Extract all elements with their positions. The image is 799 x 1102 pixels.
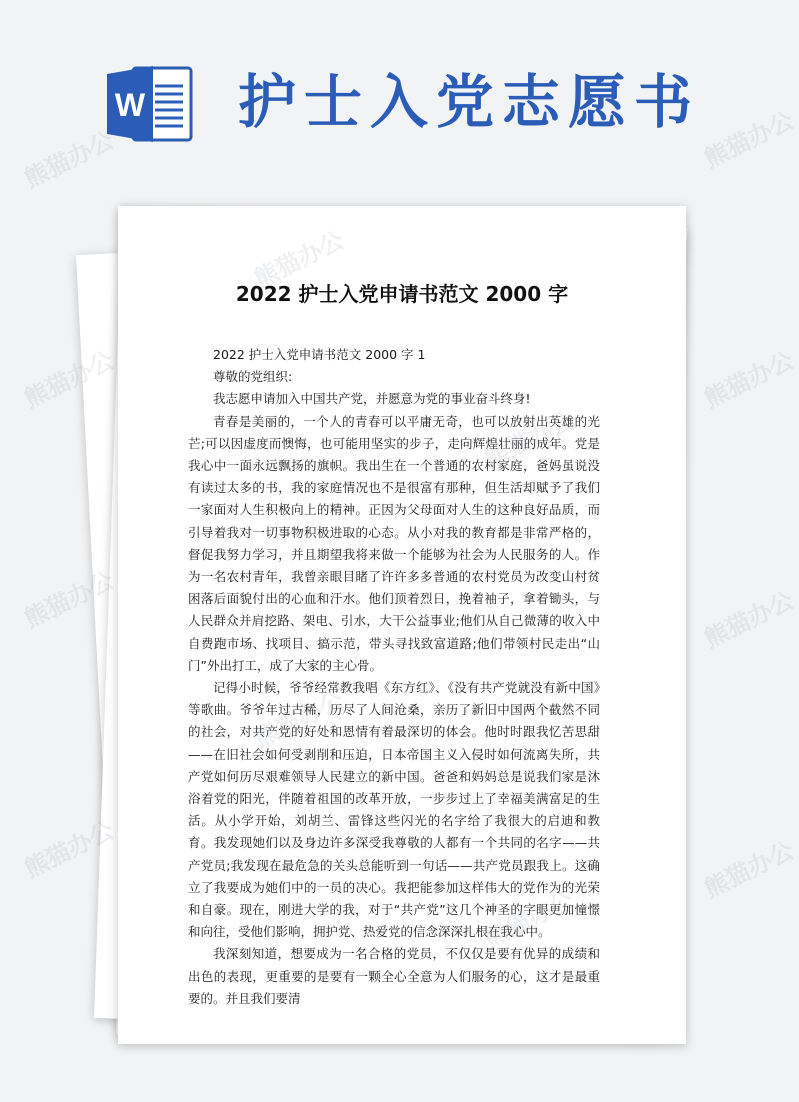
- watermark: 熊猫办公: [699, 106, 799, 174]
- doc-paragraph: 青春是美丽的，一个人的青春可以平庸无奇，也可以放射出英雄的光芒;可以因虚度而懊悔，也可能用坚实的步子，走向辉煌壮丽的成年。党是我心中一面永远飘扬的旗帜。我出生在一个普通的农村家庭，爸妈虽说没有读过太多的书，我的家庭情况也不是很富有那种，但生活却赋予了我们一家面对人生积极向上的精神。正因为父母面对人生的这种良好品质，而引导着我对一切事物积极进取的心态。从小对我的教育都是非常严格的，督促我努力学习，并且期望我将来做一个能够为社会为人民服务的人。作为一名农村青年，我曾亲眼目睹了许许多多普通的农村党员为改变山村贫困落后面貌付出的心血和汗水。他们顶着烈日，挽着袖子，拿着锄头，与人民群众并肩挖路、架电、引水，大干公益事业;他们从自己微薄的收入中自费跑市场、找项目、搞示范，带头寻找致富道路;他们带领村民走出“山门”外出打工，成了大家的主心骨。: [188, 413, 600, 673]
- doc-paragraph: 我志愿申请加入中国共产党，并愿意为党的事业奋斗终身!: [213, 391, 531, 407]
- watermark: 熊猫办公: [699, 346, 799, 414]
- watermark: 熊猫办公: [699, 586, 799, 654]
- watermark: 熊猫办公: [19, 346, 119, 414]
- doc-paragraph: 我深刻知道，想要成为一名合格的党员，不仅仅是要有优异的成绩和出色的表现，更重要的是要有一颗全心全意为人们服务的心，这才是最重要的。并且我们要清: [188, 946, 600, 1006]
- doc-paragraph: 记得小时候，爷爷经常教我唱《东方红》、《没有共产党就没有新中国》等歌曲。爷爷年过古稀，历尽了人间沧桑，亲历了新旧中国两个截然不同的社会，对共产党的好处和恩情有着最深切的体会。他时时跟我忆苦思甜——在旧社会如何受剥削和压迫，日本帝国主义入侵时如何流离失所，共产党如何历尽艰难领导人民建立的新中国。爸爸和妈妈总是说我们家是沐浴着党的阳光，伴随着祖国的改革开放，一步步过上了幸福美满富足的生活。从小学开始，刘胡兰、雷锋这些闪光的名字给了我很大的启迪和教育。我发现她们以及身边许多深受我尊敬的人都有一个共同的名字——共产党员;我发现在最危急的关头总能听到一句话——共产党员跟我上。这确立了我要成为她们中的一员的决心。我把能参加这样伟大的党作为的光荣和自豪。现在，刚进大学的我，对于“共产党”这几个神圣的字眼更加憧憬和向往，受他们影响，拥护党、热爱党的信念深深扎根在我心中。: [188, 680, 600, 940]
- document-title: 2022 护士入党申请书范文 2000 字: [235, 282, 569, 306]
- svg-text:W: W: [114, 87, 146, 123]
- watermark: 熊猫办公: [699, 836, 799, 904]
- watermark: 熊猫办公: [19, 816, 119, 884]
- document-page: [118, 206, 686, 1044]
- doc-paragraph: 2022 护士入党申请书范文 2000 字 1: [213, 347, 426, 362]
- watermark: 熊猫办公: [19, 566, 119, 634]
- page-title: 护士入党志愿书: [238, 68, 701, 136]
- doc-paragraph: 尊敬的党组织:: [213, 369, 293, 385]
- document-body: [188, 344, 600, 1010]
- word-document-icon: [103, 58, 195, 150]
- banner-header: [0, 0, 780, 200]
- watermark: 熊猫办公: [19, 126, 119, 194]
